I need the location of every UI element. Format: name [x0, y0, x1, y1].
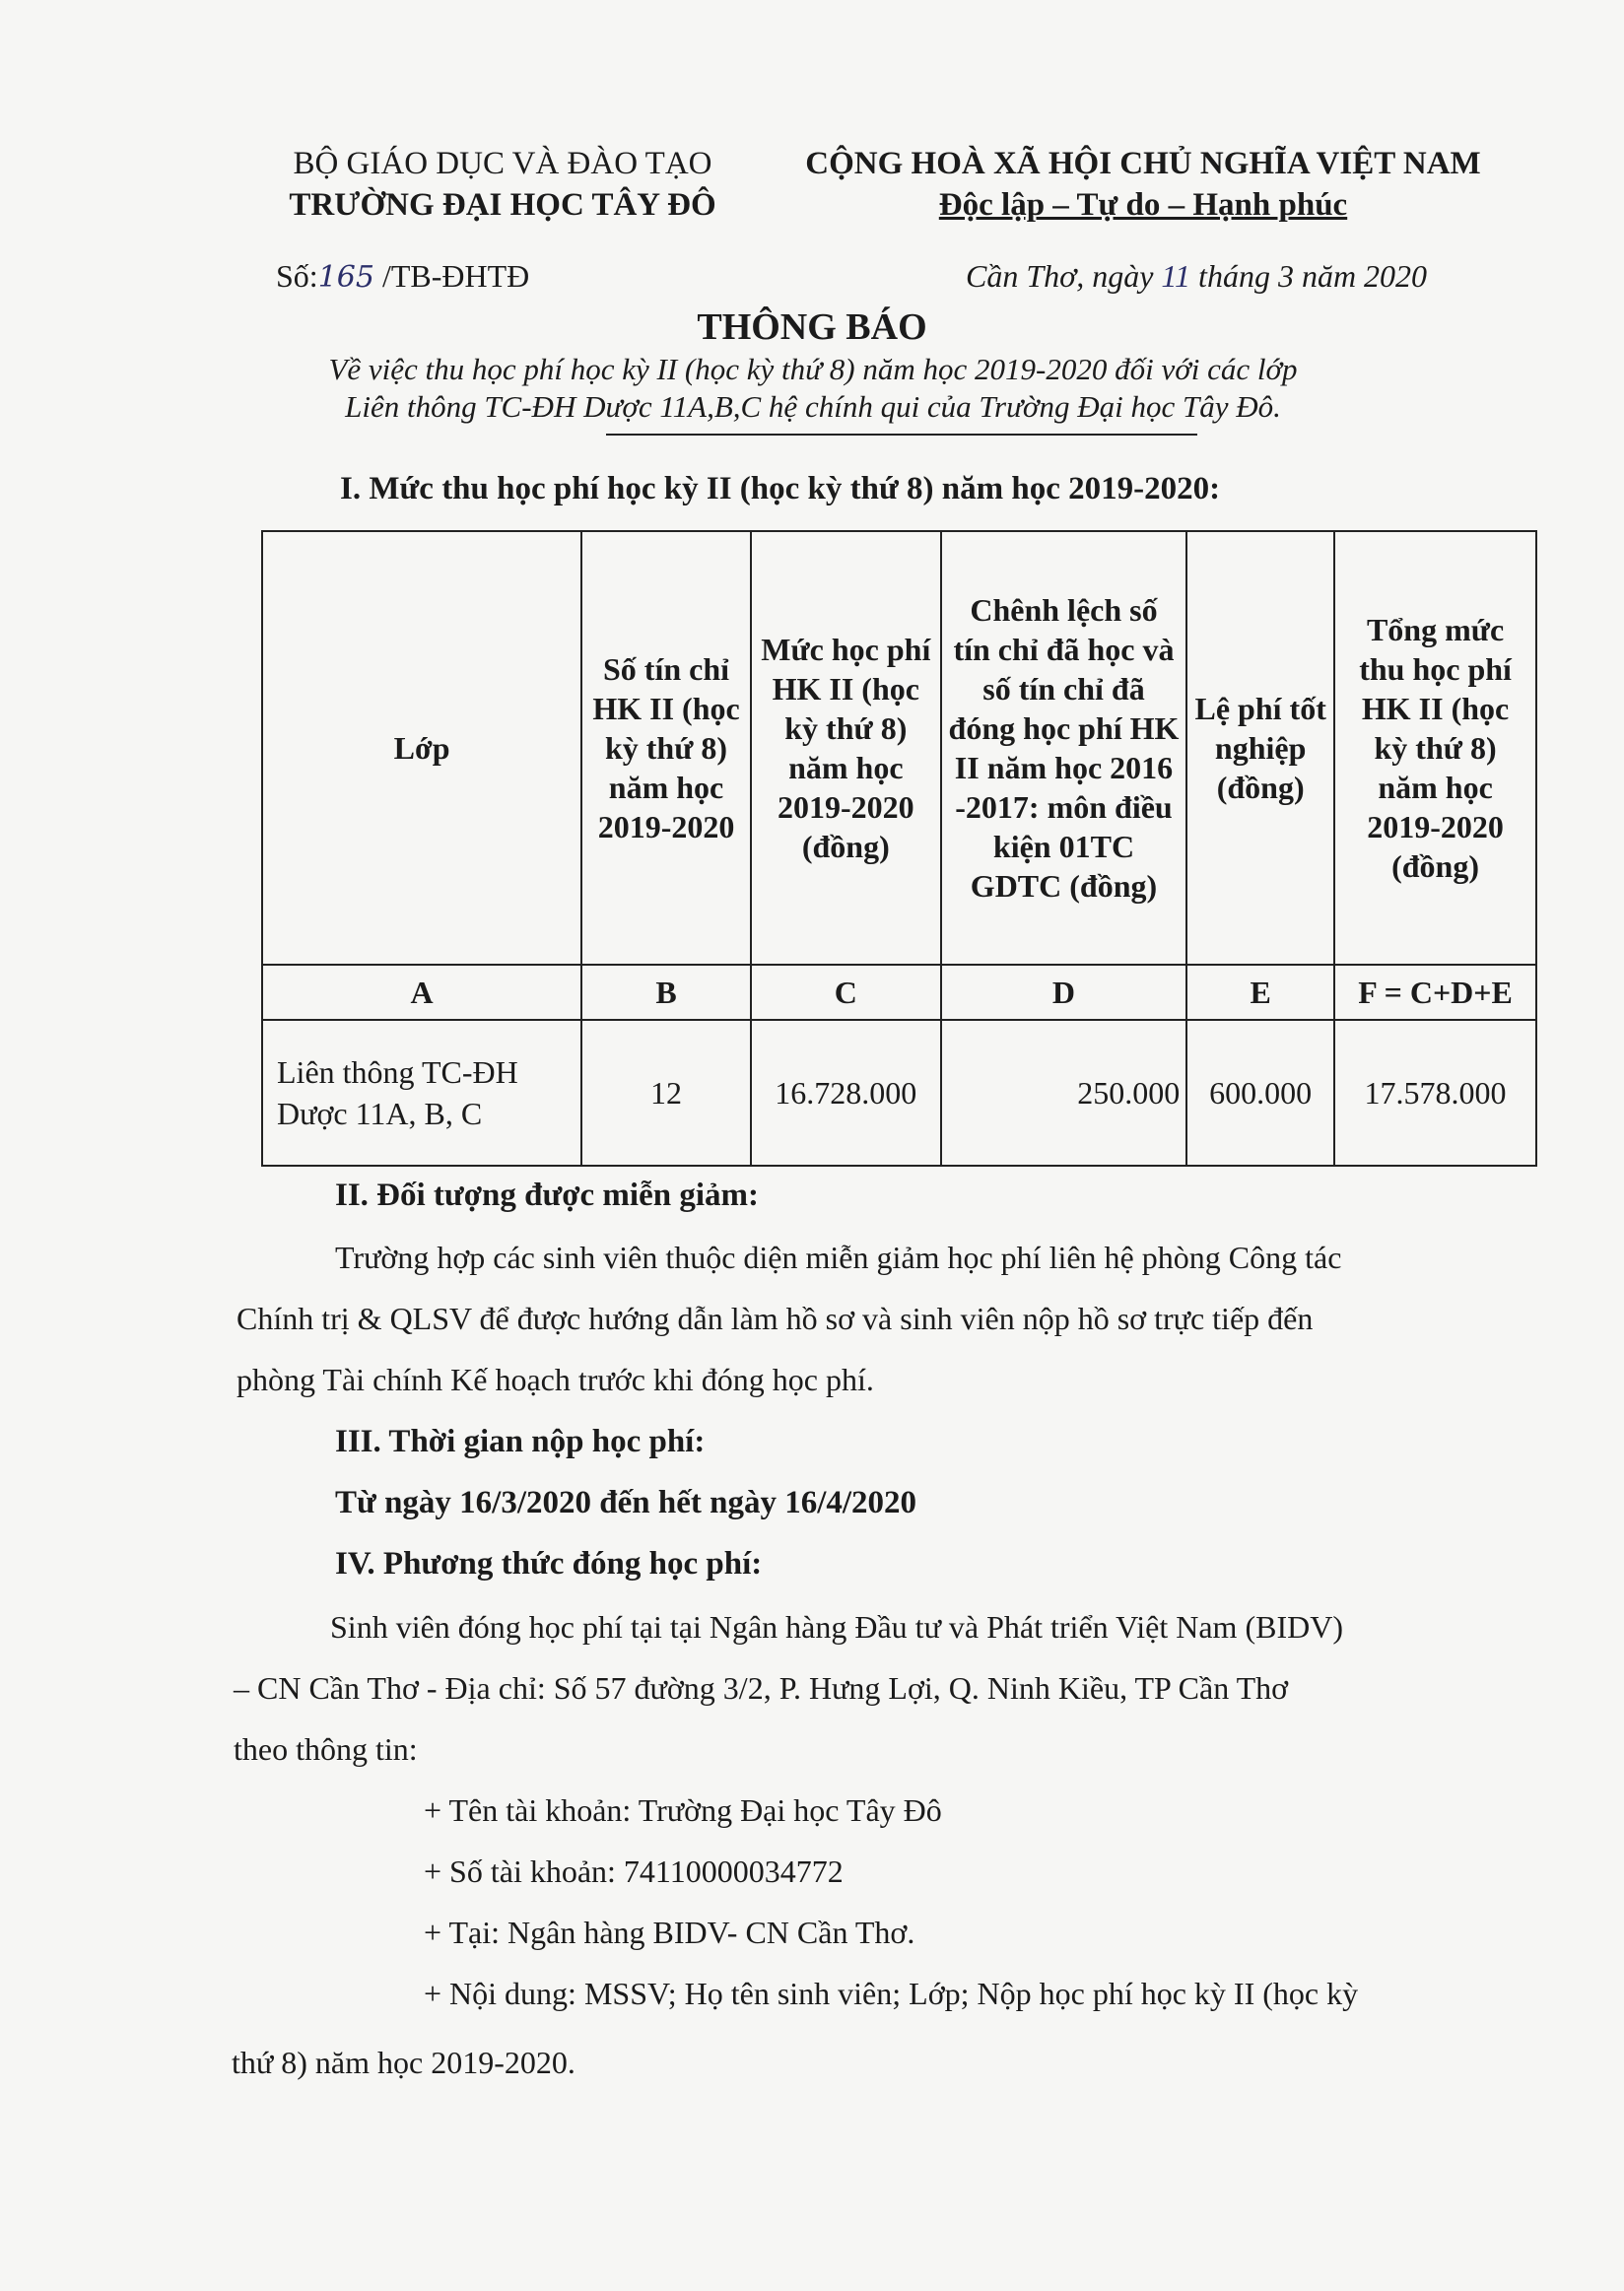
letter-f: F = C+D+E	[1334, 965, 1536, 1020]
number-handwritten: 165	[317, 260, 374, 295]
cell-total: 17.578.000	[1334, 1020, 1536, 1166]
cell-credits: 12	[581, 1020, 751, 1166]
account-name: + Tên tài khoản: Trường Đại học Tây Đô	[424, 1792, 942, 1828]
payment-content: + Nội dung: MSSV; Họ tên sinh viên; Lớp; Nộp học phí học kỳ II (học kỳ	[424, 1976, 1359, 2011]
national-motto: Độc lập – Tự do – Hạnh phúc	[938, 187, 1348, 223]
number-suffix: /TB-ĐHTĐ	[373, 258, 530, 294]
section-2-line-3: phòng Tài chính Kế hoạch trước khi đóng học phí.	[237, 1362, 874, 1397]
document-subtitle	[197, 351, 1429, 426]
section-1-heading: I. Mức thu học phí học kỳ II (học kỳ thứ 8) năm học 2019-2020:	[340, 471, 1221, 506]
section-2-line-1: Trường hợp các sinh viên thuộc diện miễn giảm học phí liên hệ phòng Công tác	[335, 1240, 1342, 1275]
letter-e: E	[1186, 965, 1334, 1020]
number-prefix: Số:	[276, 258, 318, 294]
section-4-line-2: – CN Cần Thơ - Địa chỉ: Số 57 đường 3/2, P. Hưng Lợi, Q. Ninh Kiều, TP Cần Thơ	[234, 1670, 1289, 1706]
section-4-line-3: theo thông tin:	[234, 1731, 418, 1767]
national-header	[798, 143, 1488, 226]
place-date	[966, 258, 1427, 295]
table-header-row	[262, 531, 1536, 965]
cell-graduation-fee: 600.000	[1186, 1020, 1334, 1166]
section-2-heading: II. Đối tượng được miễn giảm:	[335, 1178, 759, 1213]
document-title: THÔNG BÁO	[697, 306, 927, 348]
ministry-name: BỘ GIÁO DỤC VÀ ĐÀO TẠO	[293, 146, 712, 181]
table-letter-row	[262, 965, 1536, 1020]
table-row	[262, 1020, 1536, 1166]
header-tuition: Mức học phí HK II (học kỳ thứ 8) năm học 2019-2020 (đồng)	[751, 531, 941, 965]
issuer-block	[276, 143, 729, 226]
cell-class: Liên thông TC-ĐH Dược 11A, B, C	[262, 1020, 581, 1166]
letter-d: D	[941, 965, 1187, 1020]
bank-branch: + Tại: Ngân hàng BIDV- CN Cần Thơ.	[424, 1915, 915, 1950]
document-number	[276, 258, 529, 295]
subtitle-line-2: Liên thông TC-ĐH Dược 11A,B,C hệ chính qui của Trường Đại học Tây Đô.	[345, 389, 1281, 424]
header-graduation-fee: Lệ phí tốt nghiệp (đồng)	[1186, 531, 1334, 965]
cell-difference: 250.000	[941, 1020, 1187, 1166]
header-credits: Số tín chỉ HK II (học kỳ thứ 8) năm học 2019-2020	[581, 531, 751, 965]
place-prefix: Cần Thơ, ngày	[966, 258, 1162, 294]
subtitle-line-1: Về việc thu học phí học kỳ II (học kỳ thứ 8) năm học 2019-2020 đối với các lớp	[328, 352, 1298, 386]
section-4-line-1: Sinh viên đóng học phí tại tại Ngân hàng Đầu tư và Phát triển Việt Nam (BIDV)	[330, 1609, 1343, 1645]
title-divider	[606, 434, 1197, 436]
fee-table	[261, 530, 1537, 1167]
country-name: CỘNG HOÀ XÃ HỘI CHỦ NGHĨA VIỆT NAM	[805, 146, 1481, 181]
letter-a: A	[262, 965, 581, 1020]
section-3-heading: III. Thời gian nộp học phí:	[335, 1424, 706, 1459]
header-total: Tổng mức thu học phí HK II (học kỳ thứ 8) năm học 2019-2020 (đồng)	[1334, 531, 1536, 965]
cell-tuition: 16.728.000	[751, 1020, 941, 1166]
payment-content-cont: thứ 8) năm học 2019-2020.	[232, 2045, 575, 2080]
payment-period: Từ ngày 16/3/2020 đến hết ngày 16/4/2020	[335, 1485, 917, 1520]
letter-b: B	[581, 965, 751, 1020]
day-handwritten: 11	[1161, 258, 1191, 294]
section-2-line-2: Chính trị & QLSV để được hướng dẫn làm hồ sơ và sinh viên nộp hồ sơ trực tiếp đến	[237, 1301, 1314, 1336]
account-number: + Số tài khoản: 74110000034772	[424, 1853, 844, 1889]
school-name: TRƯỜNG ĐẠI HỌC TÂY ĐÔ	[289, 187, 716, 223]
header-difference: Chênh lệch số tín chỉ đã học và số tín chỉ đã đóng học phí HK II năm học 2016 -2017: môn điều kiện 01TC GDTC (đồng)	[941, 531, 1187, 965]
place-suffix: tháng 3 năm 2020	[1190, 258, 1428, 294]
letter-c: C	[751, 965, 941, 1020]
section-4-heading: IV. Phương thức đóng học phí:	[335, 1546, 763, 1582]
header-class: Lớp	[262, 531, 581, 965]
